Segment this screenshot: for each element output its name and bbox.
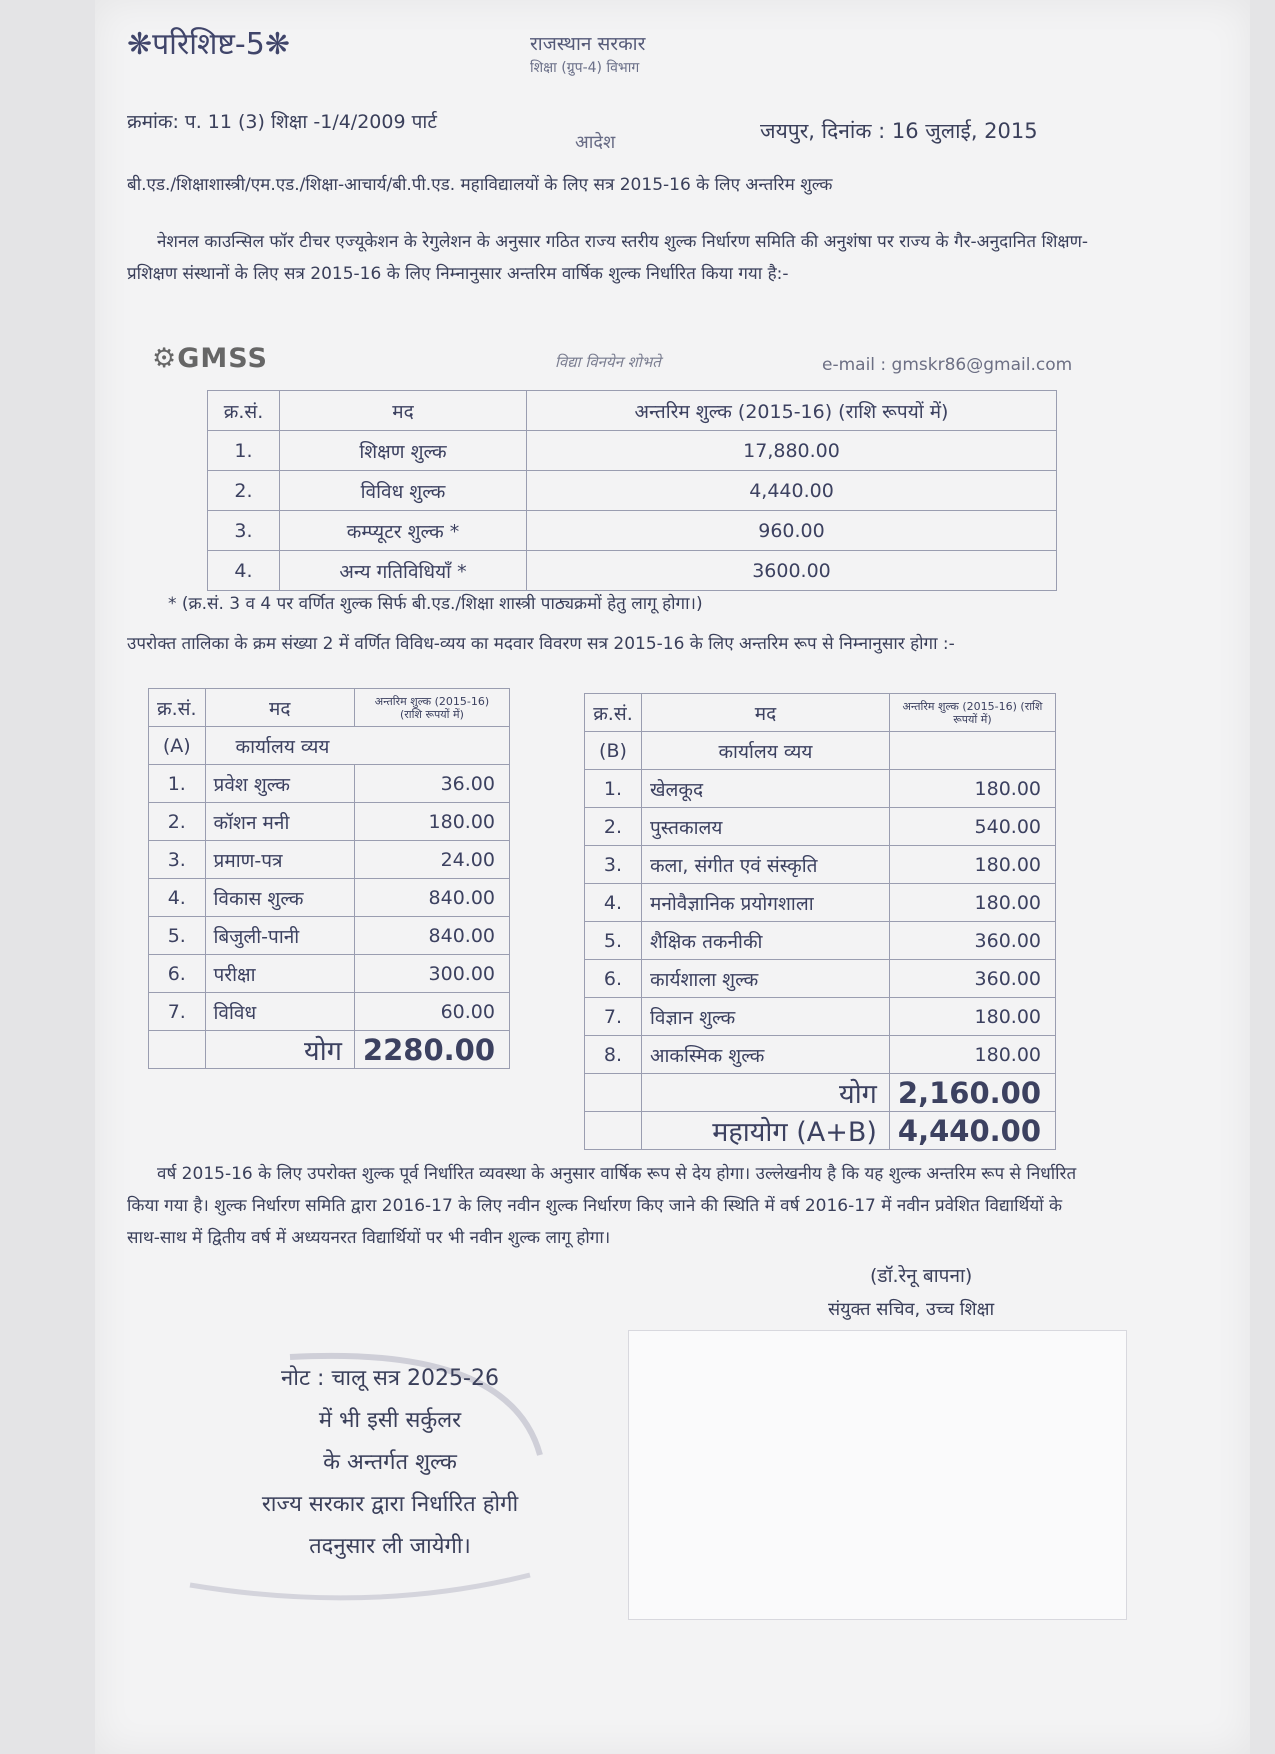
table-row — [149, 993, 510, 1031]
table-a-office-expenses — [148, 688, 510, 1069]
closing-paragraph: वर्ष 2015-16 के लिए उपरोक्त शुल्क पूर्व निर्धारित व्यवस्था के अनुसार वार्षिक रूप से देय होगा। उल्लेखनीय है कि यह शुल्क अन्तरिम रूप से निर्धारित किया गया है। शुल्क निर्धारण समिति द्वारा 2016-17 के लिए नवीन शुल्क निर्धारण किए जाने की स्थिति में वर्ष 2016-17 में नवीन प्रवेशित विद्यार्थियों के साथ-साथ में द्वितीय वर्ष में अध्ययनरत विद्यार्थियों पर भी नवीन शुल्क लागू होगा। — [127, 1164, 1077, 1248]
cell-item: बिजुली-पानी — [205, 917, 354, 955]
table-header-row — [208, 391, 1057, 431]
cell-amount: 24.00 — [354, 841, 509, 879]
column-header: मद — [280, 391, 527, 431]
table-row — [149, 841, 510, 879]
table-row — [585, 808, 1056, 846]
total-label: योग — [205, 1031, 354, 1069]
grand-total-row — [585, 1112, 1056, 1150]
cell-item: मनोवैज्ञानिक प्रयोगशाला — [641, 884, 889, 922]
cell-serial: 1. — [208, 431, 280, 471]
note-line: में भी इसी सर्कुलर — [318, 1408, 462, 1433]
appendix-heading: ❋परिशिष्ट-5❋ — [127, 27, 290, 62]
government-name: राजस्थान सरकार — [530, 33, 646, 55]
table-row — [149, 765, 510, 803]
cell-amount: 300.00 — [354, 955, 509, 993]
section-id: (B) — [585, 732, 642, 770]
cell-item: परीक्षा — [205, 955, 354, 993]
cell-amount: 4,440.00 — [527, 471, 1057, 511]
cell-item: कम्प्यूटर शुल्क * — [280, 511, 527, 551]
cell-item: आकस्मिक शुल्क — [641, 1036, 889, 1074]
table-row — [208, 471, 1057, 511]
cell-amount: 36.00 — [354, 765, 509, 803]
cell-amount: 360.00 — [889, 922, 1055, 960]
footnote: * (क्र.सं. 3 व 4 पर वर्णित शुल्क सिर्फ बी.एड./शिक्षा शास्त्री पाठ्यक्रमों हेतु लागू होगा।) — [168, 594, 703, 614]
total-value: 2,160.00 — [889, 1074, 1055, 1112]
table-row — [149, 917, 510, 955]
cell-amount: 180.00 — [889, 770, 1055, 808]
cell-serial: 8. — [585, 1036, 642, 1074]
cell-serial: 3. — [585, 846, 642, 884]
table-row — [208, 431, 1057, 471]
section-row — [149, 727, 510, 765]
cell-amount: 180.00 — [889, 884, 1055, 922]
cell-serial: 2. — [208, 471, 280, 511]
cell-amount: 17,880.00 — [527, 431, 1057, 471]
cell-serial: 1. — [585, 770, 642, 808]
blank-stamp-area — [628, 1330, 1127, 1620]
note-line: के अन्तर्गत शुल्क — [323, 1450, 457, 1475]
cell-amount: 540.00 — [889, 808, 1055, 846]
cell-serial: 6. — [149, 955, 206, 993]
cell-item: पुस्तकालय — [641, 808, 889, 846]
cell-item: खेलकूद — [641, 770, 889, 808]
table-row — [585, 960, 1056, 998]
cell-serial: 5. — [585, 922, 642, 960]
total-value: 2280.00 — [354, 1031, 509, 1069]
cell-amount: 180.00 — [354, 803, 509, 841]
cell-amount: 60.00 — [354, 993, 509, 1031]
cell-amount: 360.00 — [889, 960, 1055, 998]
note-line: तदनुसार ली जायेगी। — [309, 1534, 471, 1559]
table-row — [149, 879, 510, 917]
cell-serial: 3. — [149, 841, 206, 879]
main-fee-table — [207, 390, 1057, 591]
column-header: अन्तरिम शुल्क (2015-16) (राशि रूपयों में) — [527, 391, 1057, 431]
order-label: आदेश — [575, 132, 616, 153]
watermark-motto: विद्या विनयेन शोभते — [555, 353, 661, 371]
table-row — [585, 846, 1056, 884]
table-row — [208, 511, 1057, 551]
signatory-designation: संयुक्त सचिव, उच्च शिक्षा — [828, 1299, 995, 1320]
cell-item: अन्य गतिविधियाँ * — [280, 551, 527, 591]
table-row — [585, 1036, 1056, 1074]
cell-item: कार्यशाला शुल्क — [641, 960, 889, 998]
cell-amount: 840.00 — [354, 879, 509, 917]
grand-total-label: महायोग (A+B) — [641, 1112, 889, 1150]
column-header: अन्तरिम शुल्क (2015-16) (राशि रूपयों में) — [354, 689, 509, 727]
cell-amount: 960.00 — [527, 511, 1057, 551]
note-line: नोट : चालू सत्र 2025-26 — [281, 1366, 499, 1391]
column-header: क्र.सं. — [585, 694, 642, 732]
cell-item: शिक्षण शुल्क — [280, 431, 527, 471]
total-label: योग — [641, 1074, 889, 1112]
section-row — [585, 732, 1056, 770]
cell-amount: 840.00 — [354, 917, 509, 955]
cell-amount: 180.00 — [889, 998, 1055, 1036]
cell-item: विकास शुल्क — [205, 879, 354, 917]
cell-item: कॉशन मनी — [205, 803, 354, 841]
cell-serial: 1. — [149, 765, 206, 803]
logo-icon: ⚙ — [152, 343, 178, 374]
cell-amount: 180.00 — [889, 846, 1055, 884]
column-header: अन्तरिम शुल्क (2015-16) (राशि रूपयों में) — [889, 694, 1055, 732]
cell-serial: 6. — [585, 960, 642, 998]
cell-serial: 4. — [208, 551, 280, 591]
cell-item: प्रवेश शुल्क — [205, 765, 354, 803]
gmss-logo: ⚙GMSS — [152, 343, 268, 374]
table-row — [585, 770, 1056, 808]
table-row — [585, 998, 1056, 1036]
column-header: क्र.सं. — [208, 391, 280, 431]
table-b-office-expenses — [584, 693, 1056, 1150]
cell-amount: 180.00 — [889, 1036, 1055, 1074]
total-row — [149, 1031, 510, 1069]
table-header-row — [585, 694, 1056, 732]
breakdown-intro: उपरोक्त तालिका के क्रम संख्या 2 में वर्णित विविध-व्यय का मदवार विवरण सत्र 2015-16 के लिए अन्तरिम रूप से निम्नानुसार होगा :- — [127, 634, 955, 654]
cell-serial: 2. — [585, 808, 642, 846]
grand-total-value: 4,440.00 — [889, 1112, 1055, 1150]
column-header: क्र.सं. — [149, 689, 206, 727]
table-row — [149, 955, 510, 993]
table-row — [208, 551, 1057, 591]
column-header: मद — [205, 689, 354, 727]
intro-paragraph: नेशनल काउन्सिल फॉर टीचर एज्यूकेशन के रेगुलेशन के अनुसार गठित राज्य स्तरीय शुल्क निर्धारण समिति की अनुशंषा पर राज्य के गैर-अनुदानित शिक्षण-प्रशिक्षण संस्थानों के लिए सत्र 2015-16 के लिए निम्नानुसार अन्तरिम वार्षिक शुल्क निर्धारित किया गया है:- — [127, 232, 1089, 284]
section-id: (A) — [149, 727, 206, 765]
note-line: राज्य सरकार द्वारा निर्धारित होगी — [261, 1492, 519, 1517]
cell-item: कला, संगीत एवं संस्कृति — [641, 846, 889, 884]
cell-serial: 3. — [208, 511, 280, 551]
column-header: मद — [641, 694, 889, 732]
cell-serial: 4. — [585, 884, 642, 922]
cell-item: विविध शुल्क — [280, 471, 527, 511]
table-row — [149, 803, 510, 841]
cell-serial: 2. — [149, 803, 206, 841]
signatory-name: (डॉ.रेनू बापना) — [870, 1265, 973, 1287]
cell-item: विज्ञान शुल्क — [641, 998, 889, 1036]
table-row — [585, 884, 1056, 922]
cell-serial: 7. — [585, 998, 642, 1036]
note-box — [170, 1358, 610, 1568]
reference-number: क्रमांक: प. 11 (3) शिक्षा -1/4/2009 पार्ट — [127, 111, 437, 133]
cell-item: विविध — [205, 993, 354, 1031]
cell-serial: 4. — [149, 879, 206, 917]
cell-item: प्रमाण-पत्र — [205, 841, 354, 879]
subject-line: बी.एड./शिक्षाशास्त्री/एम.एड./शिक्षा-आचार्य/बी.पी.एड. महाविद्यालयों के लिए सत्र 2015-16 के लिए अन्तरिम शुल्क — [127, 175, 833, 195]
department-name: शिक्षा (ग्रुप-4) विभाग — [530, 60, 640, 76]
table-header-row — [149, 689, 510, 727]
cell-serial: 5. — [149, 917, 206, 955]
cell-serial: 7. — [149, 993, 206, 1031]
cell-item: शैक्षिक तकनीकी — [641, 922, 889, 960]
watermark-email: e-mail : gmskr86@gmail.com — [822, 355, 1073, 375]
section-title: कार्यालय व्यय — [205, 727, 509, 765]
cell-amount: 3600.00 — [527, 551, 1057, 591]
table-row — [585, 922, 1056, 960]
total-row — [585, 1074, 1056, 1112]
place-date: जयपुर, दिनांक : 16 जुलाई, 2015 — [760, 119, 1038, 143]
section-title: कार्यालय व्यय — [641, 732, 889, 770]
